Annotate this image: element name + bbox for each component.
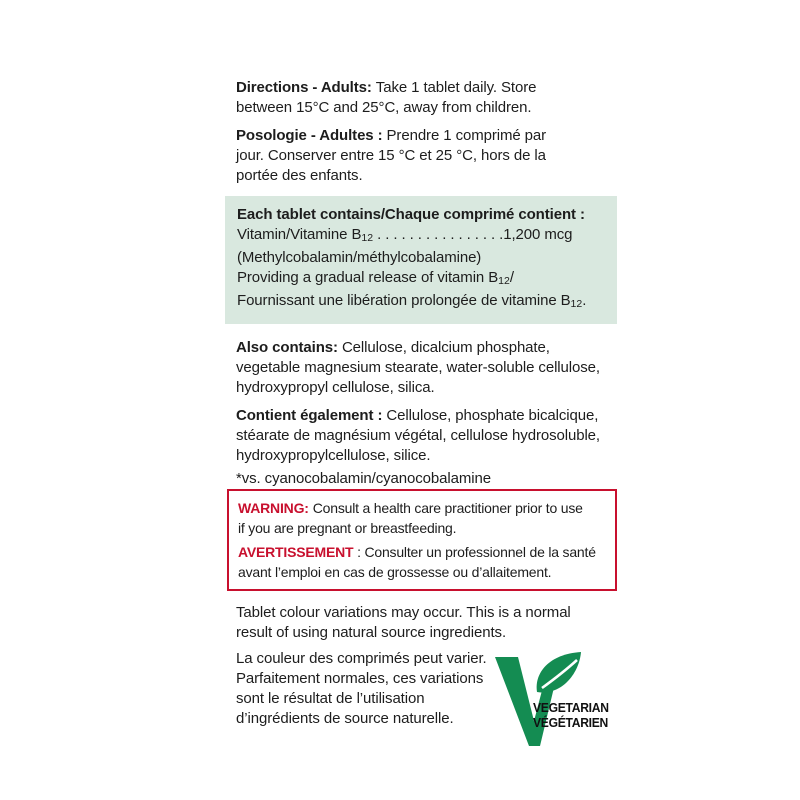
release-en-text: Providing a gradual release of vitamin B: [237, 269, 499, 286]
vegetarian-logo-text: [533, 701, 609, 731]
vegetarian-label-en: VEGETARIAN: [533, 701, 609, 715]
release-note-fr: [237, 291, 611, 314]
directions-fr-lead: Posologie - Adultes :: [236, 127, 383, 144]
ingredient-name: Vitamin/Vitamine B: [237, 226, 362, 243]
warning-en: [238, 498, 607, 538]
bottom-section: [236, 649, 617, 759]
release-en-subscript: 12: [498, 275, 510, 287]
ingredient-source: (Methylcobalamin/méthylcobalamine): [237, 249, 482, 266]
variation-note-fr: [236, 649, 536, 729]
release-fr-text: Fournissant une libération prolongée de vitamine B: [237, 292, 571, 309]
release-note-en: [237, 268, 611, 291]
also-contains-fr: [236, 406, 617, 466]
directions-en-text: Take 1 tablet daily. Store between 15°C and 25°C, away from children.: [236, 79, 537, 116]
warning-fr-separator: :: [353, 544, 365, 560]
ingredient-row: [237, 225, 611, 248]
warning-box: [227, 489, 617, 591]
release-fr-subscript: 12: [570, 298, 583, 310]
variation-note-en: [236, 603, 617, 643]
warning-en-text: Consult a health care practitioner prior to use if you are pregnant or breastfeeding.: [238, 500, 583, 536]
ingredient-subscript: 12: [361, 232, 374, 244]
variation-note-fr-text: La couleur des comprimés peut varier. Parfaitement normales, ces variations sont le résultat de l’utilisation d’ingrédients de source naturelle.: [236, 650, 487, 727]
warning-fr-lead: AVERTISSEMENT: [238, 544, 354, 560]
also-contains-en-text: Cellulose, dicalcium phosphate, vegetable magnesium stearate, water-soluble cellulose, hydroxypropyl cellulose, silica.: [236, 339, 600, 396]
directions-en-lead: Directions - Adults:: [236, 79, 372, 96]
release-fr-period: .: [582, 292, 587, 309]
variation-note-en-text: Tablet colour variations may occur. This is a normal result of using natural source ingredients.: [236, 604, 571, 641]
ingredients-panel: [225, 196, 617, 324]
ingredients-heading: Each tablet contains/Chaque comprimé contient :: [237, 206, 585, 223]
vegetarian-logo: [493, 649, 613, 751]
release-en-slash: /: [509, 269, 514, 286]
warning-fr-text: Consulter un professionnel de la santé avant l’emploi en cas de grossesse ou d’allaitement.: [238, 544, 596, 580]
directions-fr-text: Prendre 1 comprimé par jour. Conserver entre 15 °C et 25 °C, hors de la portée des enfants.: [236, 127, 547, 184]
vegetarian-label-fr: VÉGÉTARIEN: [533, 716, 609, 730]
vegetarian-v-leaf-icon: [493, 649, 585, 749]
directions-en: [236, 78, 617, 118]
warning-en-lead: WARNING:: [238, 500, 309, 516]
ingredient-amount: . . . . . . . . . . . . . . . .1,200 mcg: [373, 226, 573, 243]
supplement-label: [225, 78, 617, 759]
also-contains-fr-text: Cellulose, phosphate bicalcique, stéarate de magnésium végétal, cellulose hydrosoluble, hydroxypropylcellulose, silice.: [236, 407, 600, 464]
also-contains-en-lead: Also contains:: [236, 339, 338, 356]
directions-fr: [236, 126, 617, 186]
also-contains-fr-lead: Contient également :: [236, 407, 383, 424]
footnote: *vs. cyanocobalamin/cyanocobalamine: [236, 470, 491, 487]
warning-fr: [238, 542, 607, 582]
also-contains-en: [236, 338, 617, 398]
